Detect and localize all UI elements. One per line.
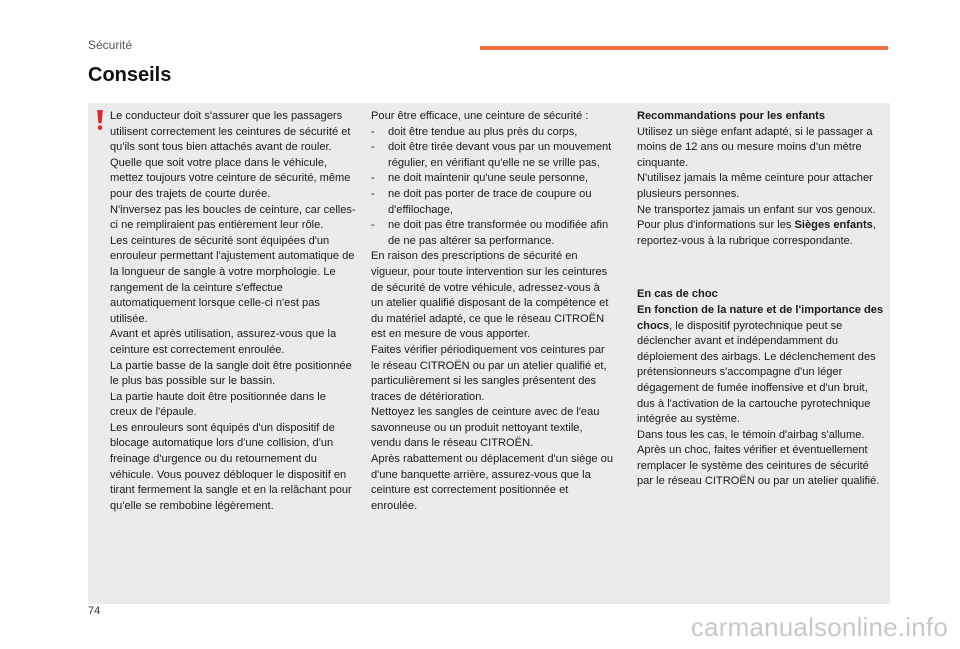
children-block [637, 109, 887, 249]
list-item: - doit être tirée devant vous par un mouvement régulier, en vérifiant qu'elle ne se vrille pas, [371, 141, 612, 169]
list-item: - ne doit pas être transformée ou modifiée afin de ne pas altérer sa performance. [371, 219, 609, 247]
crash-paragraph: Dans tous les cas, le témoin d'airbag s'allume. [637, 428, 865, 441]
belt-paragraph: Après rabattement ou déplacement d'un siège ou d'une banquette arrière, assurez-vous que la ceinture est correctement positionnée et enroulée. [371, 453, 614, 512]
exclamation-icon [92, 109, 108, 131]
crash-heading: En cas de choc [637, 288, 718, 301]
right-column [637, 109, 887, 490]
crash-paragraph: En fonction de la nature et de l'importance des chocs, le dispositif pyrotechnique peut se déclencher avant et indépendamment du déploiement des airbags. Le déclenchement des prétensionneurs s'accompagne d'un léger dégagement de fumée inoffensive et d'un bruit, dus à l'activation de la cartouche pyrotechnique intégrée au système. [637, 303, 884, 426]
accent-bar [480, 46, 888, 50]
list-item: - ne doit maintenir qu'une seule personne, [371, 172, 589, 185]
belt-paragraph: En raison des prescriptions de sécurité en vigueur, pour toute intervention sur les ceintures de sécurité de votre véhicule, adressez-vous à un atelier qualifié disposant de la compétence et du matériel adapté, ce que le réseau CITROËN est en mesure de vous apporter. [371, 250, 609, 341]
page-title: Conseils [88, 64, 172, 86]
section-label: Sécurité [88, 38, 133, 52]
children-paragraph: N'utilisez jamais la même ceinture pour attacher plusieurs personnes. [637, 172, 873, 200]
belt-intro: Pour être efficace, une ceinture de sécurité : [371, 110, 589, 122]
crash-block [637, 287, 887, 490]
children-paragraph: Ne transportez jamais un enfant sur vos genoux. [637, 203, 876, 216]
children-paragraph: Pour plus d'informations sur les Sièges enfants, reportez-vous à la rubrique correspondante. [637, 219, 876, 247]
page-number: 74 [88, 605, 101, 617]
children-paragraph: Utilisez un siège enfant adapté, si le passager a moins de 12 ans ou mesure moins d'un mètre cinquante. [637, 125, 873, 169]
list-item: - ne doit pas porter de trace de coupure ou d'effilochage, [371, 187, 592, 216]
belt-paragraph: Faites vérifier périodiquement vos ceintures par le réseau CITROËN ou par un atelier qualifié et, particulièrement si les sangles présentent des traces de détérioration. [371, 343, 607, 403]
warning-column [110, 109, 356, 514]
belt-column [371, 109, 614, 514]
children-heading: Recommandations pour les enfants [637, 110, 826, 122]
list-item: - doit être tendue au plus près du corps, [371, 125, 578, 138]
belt-paragraph: Nettoyez les sangles de ceinture avec de l'eau savonneuse ou un produit nettoyant textile, vendu dans le réseau CITROËN. [371, 406, 600, 450]
crash-paragraph: Après un choc, faites vérifier et éventuellement remplacer le système des ceintures de sécurité par le réseau CITROËN ou par un atelier qualifié. [637, 444, 880, 488]
watermark: carmanualsonline.info [690, 612, 948, 642]
warning-text: Le conducteur doit s'assurer que les passagers utilisent correctement les ceintures de sécurité et qu'ils sont tous bien attachés avant de rouler. Quelle que soit votre place dans le véhicule, mettez toujours votre ceinture de sécurité, même pour des trajets de courte durée. N'inversez pas les boucles de ceinture, car celles-ci ne rempliraient pas entièrement leur rôle. Les ceintures de sécurité sont équipées d'un enrouleur permettant l'ajustement automatique de la longueur de sangle à votre morphologie. Le rangement de la ceinture s'effectue automatiquement lorsque celle-ci n'est pas utilisée. Avant et après utilisation, assurez-vous que la ceinture est correctement enroulée. La partie basse de la sangle doit être positionnée le plus bas possible sur le bassin. La partie haute doit être positionnée dans le creux de l'épaule. Les enrouleurs sont équipés d'un dispositif de blocage automatique lors d'une collision, d'un freinage d'urgence ou du retournement du véhicule. Vous pouvez débloquer le dispositif en tirant fermement la sangle et en la relâchant pour qu'elle se rembobine légèrement. [110, 110, 356, 512]
content-panel [88, 103, 890, 604]
